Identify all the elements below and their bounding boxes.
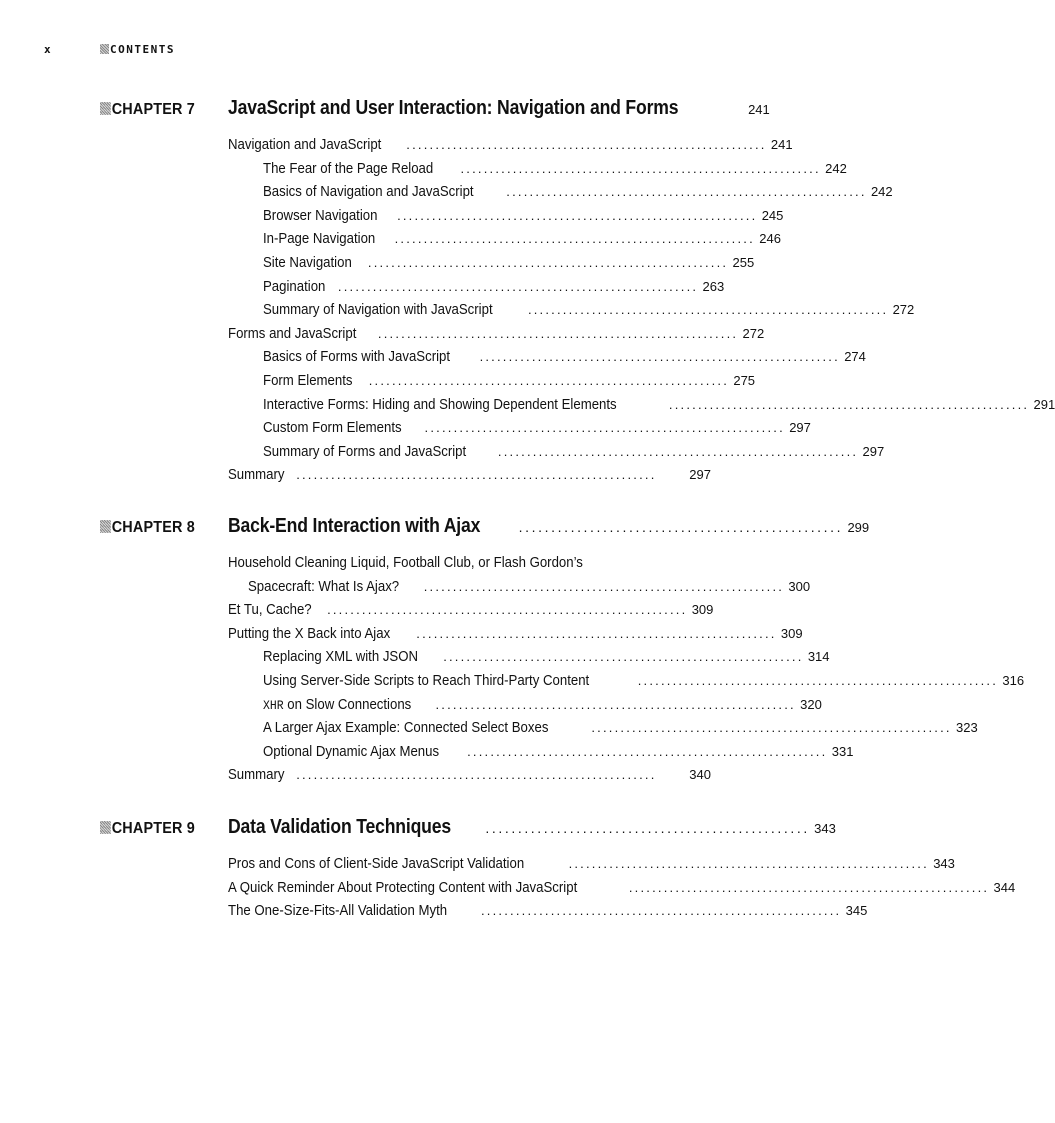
dot-leader: .................................................. — [518, 519, 844, 535]
toc-entry[interactable]: Optional Dynamic Ajax Menus .............................................................. 331 — [263, 742, 854, 760]
toc-entry[interactable]: Basics of Forms with JavaScript .............................................................. 274 — [263, 348, 866, 366]
chapter-title-row[interactable] — [228, 97, 770, 120]
toc-entry[interactable]: In-Page Navigation .............................................................. 246 — [263, 230, 781, 248]
chapter-page: 343 — [814, 821, 836, 836]
code-term: XHR — [263, 697, 284, 713]
shaded-marker-icon — [100, 520, 111, 533]
running-header — [44, 41, 175, 57]
toc-entry-continuation[interactable]: Spacecraft: What Is Ajax? .............................................................. 300 — [248, 577, 811, 595]
toc-entry[interactable]: The Fear of the Page Reload .............................................................. 242 — [263, 159, 847, 177]
toc-entry[interactable]: A Larger Ajax Example: Connected Select Boxes .............................................................. 323 — [263, 719, 978, 737]
shaded-marker-icon — [100, 102, 111, 115]
chapter-title: JavaScript and User Interaction: Navigation and Forms — [228, 97, 679, 119]
shaded-marker-icon — [100, 821, 111, 834]
toc-entry[interactable]: Putting the X Back into Ajax .............................................................. 309 — [228, 624, 803, 642]
toc-entry[interactable]: Summary of Forms and JavaScript .............................................................. 297 — [263, 442, 885, 460]
toc-entry[interactable]: Forms and JavaScript .............................................................. 272 — [228, 324, 765, 342]
chapter-9-entries — [228, 855, 1016, 926]
toc-entry[interactable]: Pagination .............................................................. 263 — [263, 277, 725, 295]
toc-entry[interactable]: Navigation and JavaScript .............................................................. 241 — [228, 136, 793, 153]
chapter-label: CHAPTER 9 — [100, 820, 195, 838]
toc-entry[interactable]: Form Elements .............................................................. 275 — [263, 371, 756, 389]
toc-entry[interactable]: Browser Navigation .............................................................. 245 — [263, 206, 784, 224]
toc-entry[interactable]: A Quick Reminder About Protecting Content with JavaScript .............................................................. 344 — [228, 878, 1016, 896]
chapter-7-entries — [228, 136, 1055, 490]
toc-entry[interactable]: Custom Form Elements .............................................................. 297 — [263, 419, 811, 437]
toc-entry[interactable]: Replacing XML with JSON .............................................................. 314 — [263, 648, 830, 666]
chapter-page: 299 — [847, 520, 870, 535]
chapter-title: Back-End Interaction with Ajax — [228, 515, 481, 537]
chapter-title: Data Validation Techniques — [228, 816, 451, 838]
toc-entry[interactable]: Using Server-Side Scripts to Reach Third-Party Content .............................................................. 316 — [263, 671, 1025, 689]
toc-entry[interactable]: The One-Size-Fits-All Validation Myth .............................................................. 345 — [228, 902, 868, 920]
toc-entry[interactable]: Summary .............................................................. 297 — [228, 466, 711, 484]
dot-leader: .................................................. — [485, 820, 810, 836]
chapter-8-entries — [228, 554, 1025, 790]
toc-entry[interactable]: Site Navigation .............................................................. 255 — [263, 253, 755, 271]
chapter-label: CHAPTER 8 — [100, 519, 195, 537]
toc-entry[interactable]: XHR on Slow Connections .............................................................. 320 — [263, 695, 822, 713]
toc-entry[interactable]: Summary .............................................................. 340 — [228, 766, 711, 784]
chapter-page: 241 — [748, 102, 770, 117]
section-title: CONTENTS — [110, 42, 175, 56]
chapter-label: CHAPTER 7 — [100, 101, 195, 119]
shaded-marker-icon — [100, 44, 109, 54]
chapter-title-row[interactable] — [228, 515, 870, 538]
toc-entry[interactable]: Et Tu, Cache? .............................................................. 309 — [228, 601, 714, 619]
toc-entry[interactable]: Interactive Forms: Hiding and Showing Dependent Elements .............................................................. 291 — [263, 395, 1055, 413]
toc-entry[interactable]: Household Cleaning Liquid, Football Club, or Flash Gordon’s — [228, 554, 583, 571]
toc-entry[interactable]: Summary of Navigation with JavaScript .............................................................. 272 — [263, 301, 915, 319]
page-number: x — [44, 42, 53, 56]
toc-entry[interactable]: Basics of Navigation and JavaScript .............................................................. 242 — [263, 183, 893, 201]
chapter-title-row[interactable] — [228, 816, 836, 839]
toc-entry[interactable]: Pros and Cons of Client-Side JavaScript Validation .............................................................. 343 — [228, 855, 955, 872]
